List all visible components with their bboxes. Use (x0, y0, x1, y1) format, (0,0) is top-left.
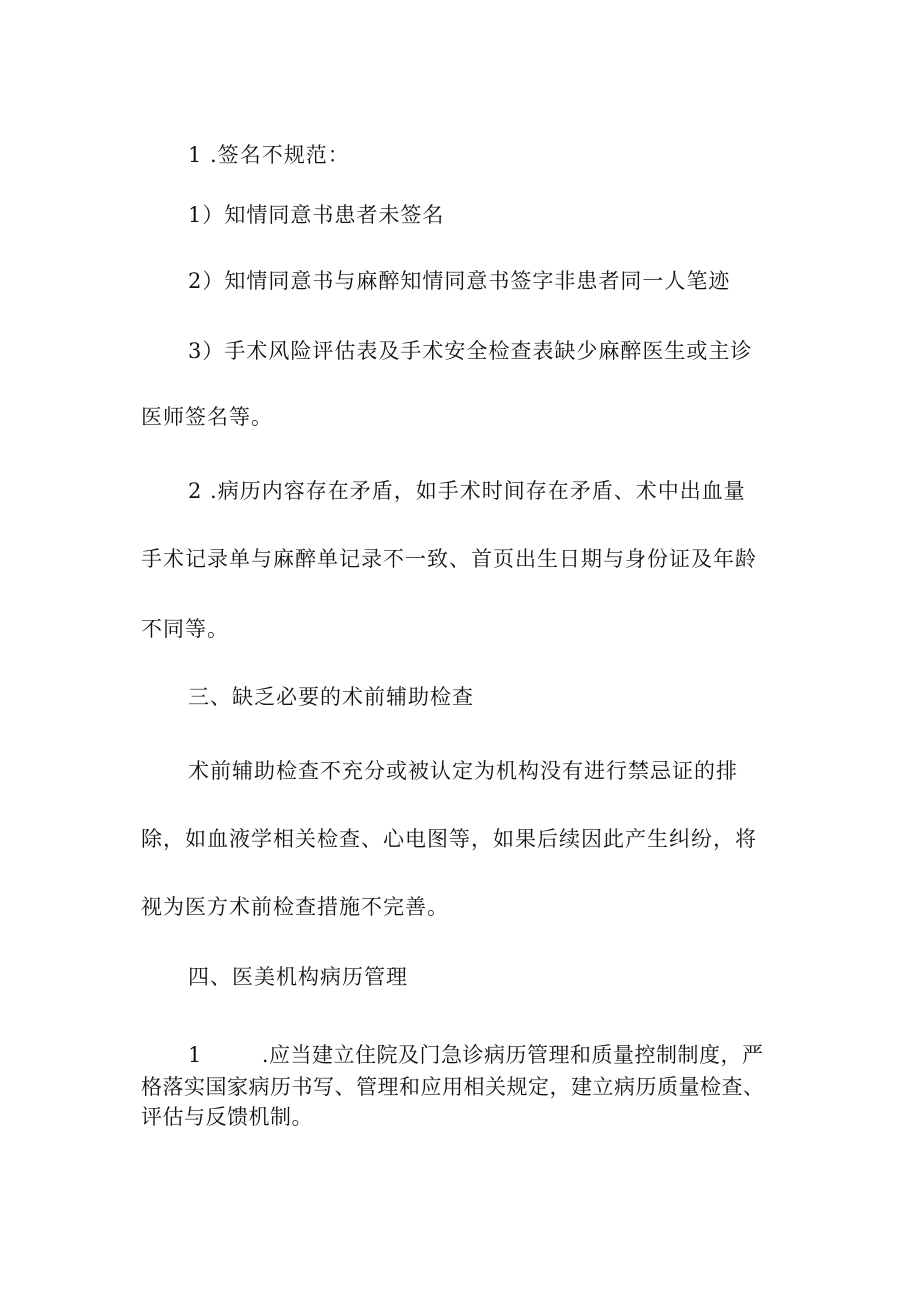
item-2-continued-1: 手术记录单与麻醉单记录不一致、首页出生日期与身份证及年龄 (141, 547, 757, 571)
section-4-item-1-line-1 (188, 1040, 764, 1070)
section-4-item-1-line-2: 格落实国家病历书写、管理和应用相关规定，建立病历质量检查、 (141, 1075, 765, 1099)
item-2-continued-2: 不同等。 (141, 617, 229, 641)
sub-item-2: 2）知情同意书与麻醉知情同意书签字非患者同一人笔迹 (188, 269, 731, 293)
section-4-item-1-line-3: 评估与反馈机制。 (141, 1105, 313, 1129)
section-3-paragraph-line-1: 术前辅助检查不充分或被认定为机构没有进行禁忌证的排 (188, 759, 738, 783)
section-3-heading: 三、缺乏必要的术前辅助检查 (188, 685, 474, 709)
section-3-paragraph-line-2: 除，如血液学相关检查、心电图等，如果后续因此产生纠纷，将 (141, 827, 757, 851)
section-4-item-1-text: .应当建立住院及门急诊病历管理和质量控制制度，严 (261, 1043, 764, 1067)
sub-item-1: 1）知情同意书患者未签名 (188, 203, 445, 227)
section-4-item-1-number: 1 (188, 1043, 202, 1067)
sub-item-3: 3）手术风险评估表及手术安全检查表缺少麻醉医生或主诊 (188, 339, 753, 363)
section-3-paragraph-line-3: 视为医方术前检查措施不完善。 (141, 895, 449, 919)
item-2-contradiction: 2 .病历内容存在矛盾，如手术时间存在矛盾、术中出血量 (188, 479, 746, 503)
section-4-heading: 四、医美机构病历管理 (188, 965, 408, 989)
item-1-signature-heading: 1 .签名不规范： (188, 143, 350, 167)
sub-item-3-continued: 医师签名等。 (141, 405, 273, 429)
